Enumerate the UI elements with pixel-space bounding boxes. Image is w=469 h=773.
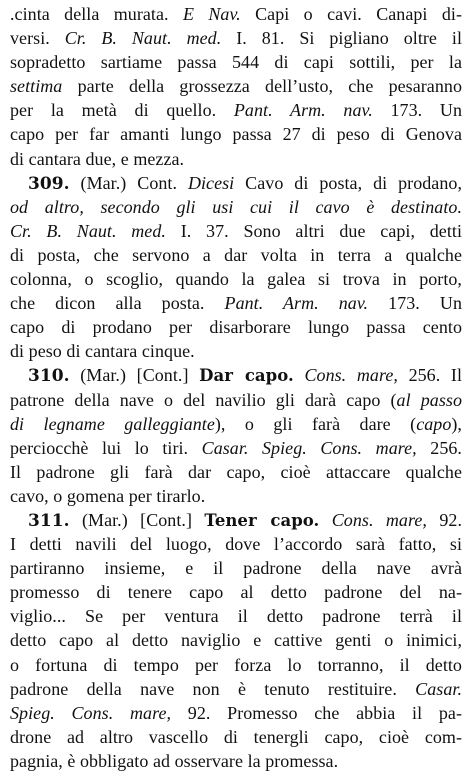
italic-citation: settima: [10, 76, 63, 97]
italic-citation: Casar.: [415, 678, 462, 699]
text-run: 92.: [426, 509, 463, 530]
text-line: [10, 98, 462, 122]
text-run: detto capo al detto naviglio e cattive genti o inimici,: [10, 630, 462, 651]
italic-citation: od altro, secondo gli usi cui il cavo è destinato.: [10, 196, 462, 217]
text-run: 256.: [416, 437, 462, 458]
text-run: ),: [451, 413, 462, 434]
text-line: [10, 725, 462, 749]
text-run: partiranno insieme, e il padrone della nave avrà: [10, 558, 462, 579]
text-line: [10, 412, 462, 436]
text-line: [10, 508, 462, 532]
text-line: [10, 195, 462, 219]
italic-citation: Casar. Spieg. Cons. mare,: [201, 437, 417, 458]
text-run: capo di prodano per disarborare lungo passa cento: [10, 317, 462, 338]
text-line: [10, 315, 462, 339]
entry-308-continuation: [10, 2, 462, 171]
entry-311: [10, 508, 462, 773]
entry-headword: Tener capo.: [204, 510, 320, 530]
text-run: 173. Un: [368, 293, 463, 314]
text-run: ), o gli farà dare (: [214, 413, 417, 434]
entry-number: 310.: [28, 366, 70, 387]
text-line: [10, 653, 462, 677]
text-line: [10, 122, 462, 146]
italic-citation: Cr. B. Naut. med.: [10, 220, 166, 241]
italic-citation: Dicesi: [187, 172, 235, 193]
text-line: [10, 243, 462, 267]
text-run: di cantara due, e mezza.: [10, 148, 185, 169]
italic-citation: Cons. mare,: [331, 509, 427, 530]
italic-citation: di legname galleggiante: [10, 413, 215, 434]
text-run: drone ad altro vascello di tenergli capo, cioè com-: [10, 726, 462, 747]
text-run: di peso di cantara cinque.: [10, 341, 195, 362]
text-run: Cavo di posta, di prodano,: [234, 172, 462, 193]
text-line: [10, 74, 462, 98]
text-run: di posta, che servono a dar volta in terra a qualche: [10, 244, 462, 265]
text-line: [10, 2, 462, 26]
italic-citation: Pant. Arm. nav.: [224, 293, 369, 314]
text-run: capo per far amanti lungo passa 27 di peso di Genova: [10, 124, 462, 145]
text-run: sopradetto sartiame passa 544 di capi sottili, per la: [10, 52, 462, 73]
text-line: [10, 147, 462, 171]
italic-citation: Cr. B. Naut. med.: [64, 28, 222, 49]
text-run: che dicon alla posta.: [10, 293, 225, 314]
text-line: [10, 363, 462, 387]
text-line: [10, 50, 462, 74]
text-run: Il padrone gli farà dar capo, cioè attaccare qualche: [10, 461, 462, 482]
italic-citation: capo: [416, 413, 452, 434]
entry-310: [10, 363, 462, 508]
text-run: I detti navili del luogo, dove l’accordo sarà fatto, si: [10, 534, 462, 555]
text-line: [10, 556, 462, 580]
text-run: (Mar.) [Cont.]: [69, 365, 200, 386]
italic-citation: Spieg. Cons. mare,: [10, 702, 172, 723]
text-run: .cinta della murata.: [10, 4, 183, 24]
text-run: I. 81. Si pigliano oltre il: [221, 28, 462, 49]
text-run: versi.: [10, 28, 65, 49]
entry-number: 309.: [28, 173, 70, 194]
text-run: cavo, o gomena per tirarlo.: [10, 485, 206, 506]
text-run: colonna, o scoglio, quando la galea si trova in porto,: [10, 269, 462, 290]
text-line: [10, 532, 462, 556]
text-line: [10, 604, 462, 628]
text-line: [10, 267, 462, 291]
text-line: [10, 291, 462, 315]
italic-citation: Cons. mare,: [304, 365, 398, 386]
italic-citation: E Nav.: [182, 4, 241, 24]
text-run: o fortuna di tempo per forza lo torranno, il detto: [10, 654, 462, 675]
text-run: viglio... Se per ventura il detto padrone terrà il: [10, 606, 462, 627]
text-run: [294, 365, 305, 385]
text-run: 173. Un: [372, 100, 462, 121]
text-run: parte della grossezza dell’usto, che pesaranno: [62, 76, 462, 97]
text-run: padrone della nave non è tenuto restituire.: [10, 678, 416, 699]
text-run: perciocchè lui lo tiri.: [10, 437, 202, 458]
text-line: [10, 677, 462, 701]
text-line: [10, 701, 462, 725]
italic-citation: al passo: [396, 389, 462, 410]
text-run: 256. Il: [397, 365, 462, 386]
text-run: (Mar.) [Cont.]: [69, 509, 205, 530]
text-run: (Mar.) Cont.: [69, 172, 188, 193]
text-run: promesso di tenere capo al detto padrone del na-: [10, 582, 462, 603]
entry-309: [10, 171, 462, 364]
text-line: [10, 171, 462, 195]
text-run: [319, 510, 331, 530]
text-line: [10, 26, 462, 50]
text-line: [10, 339, 462, 363]
entry-number: 311.: [28, 510, 70, 531]
entry-headword: Dar capo.: [199, 366, 294, 386]
text-line: [10, 580, 462, 604]
text-line: [10, 219, 462, 243]
text-run: per la metà di quello.: [10, 100, 234, 121]
text-line: [10, 628, 462, 652]
text-line: [10, 749, 462, 773]
text-line: [10, 460, 462, 484]
text-line: [10, 436, 462, 460]
text-run: patrone della nave o del navilio gli darà capo (: [10, 389, 397, 410]
dictionary-page: [10, 2, 462, 773]
text-run: 92. Promesso che abbia il pa-: [171, 702, 462, 723]
text-run: I. 37. Sono altri due capi, detti: [165, 220, 462, 241]
text-run: Capi o cavi. Canapi di-: [240, 4, 462, 24]
text-line: [10, 388, 462, 412]
text-line: [10, 484, 462, 508]
text-run: pagnia, è obbligato ad osservare la promessa.: [10, 750, 339, 771]
italic-citation: Pant. Arm. nav.: [233, 100, 373, 121]
